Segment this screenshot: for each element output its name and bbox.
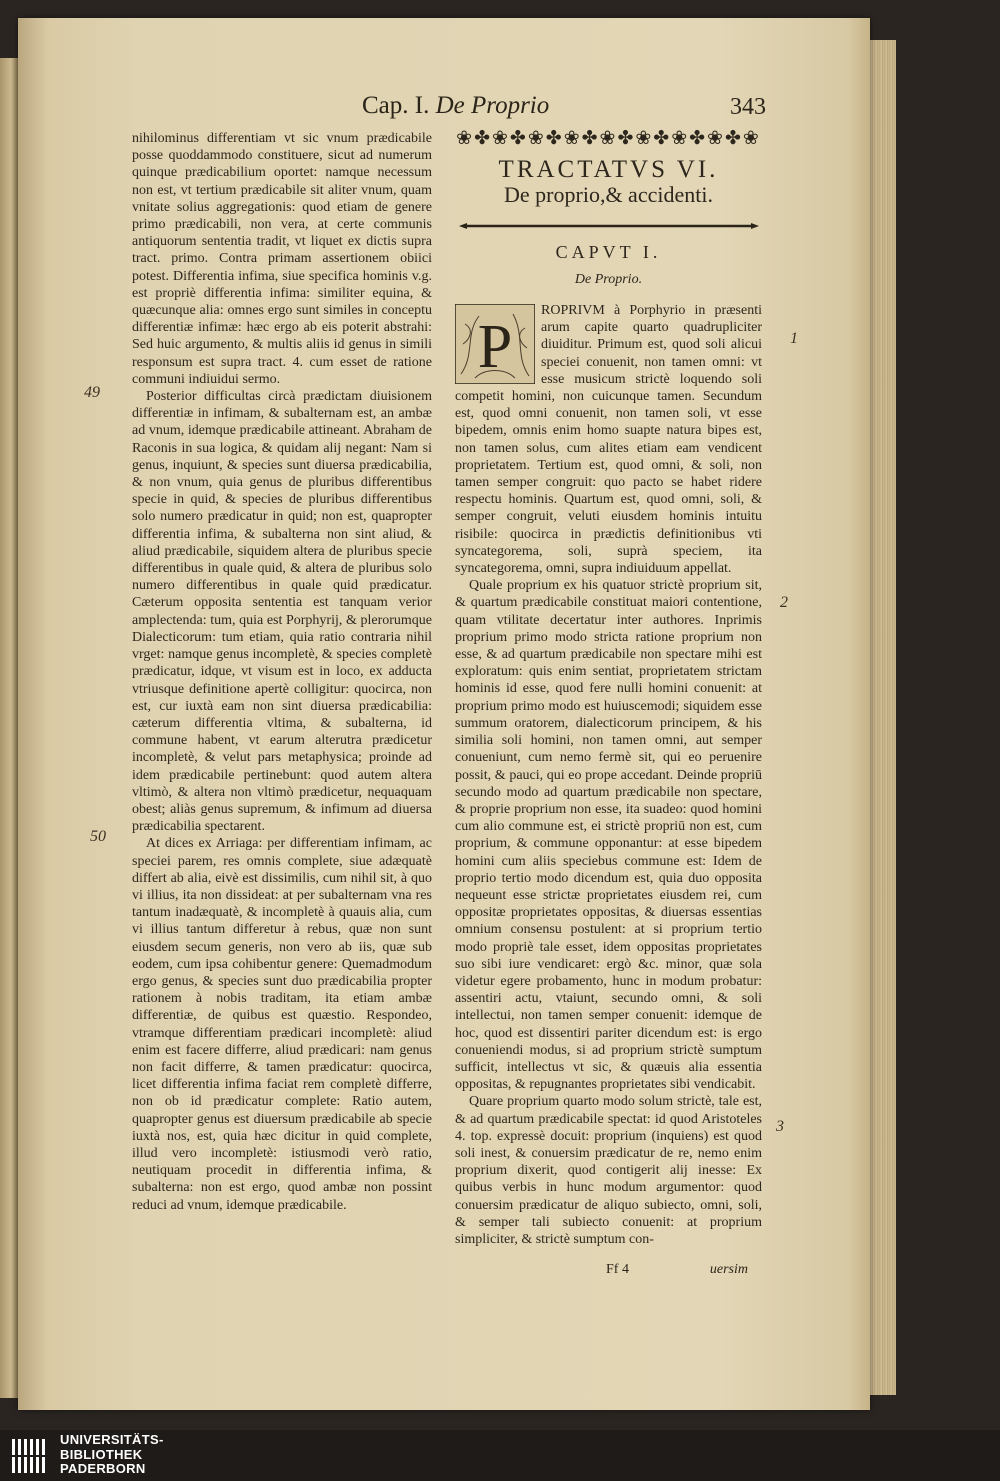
running-title (362, 92, 549, 120)
right-paragraph-3: Quare proprium quarto modo solum strictè, tale est, & ad quartum prædicabile spectat: id quod Aristoteles 4. top. expressè docuit: proprium (inquiens) est quod soli inest, & conuersim prædicatur de re, nemo enim proprium dixerit, quod contigerit alij inesse: Ex quibus verbis in hunc modum argumentor: quod conuersim prædicatur de aliquo subiecto, omni, soli, & semper tali subiecto conuenit: at proprium simpliciter, & strictè sumptum con- (455, 1094, 762, 1247)
running-header (362, 92, 772, 126)
library-footer-bar (0, 1430, 1000, 1481)
library-name (60, 1433, 164, 1477)
library-name-line-1: UNIVERSITÄTS- (60, 1432, 164, 1447)
svg-text:P: P (477, 313, 513, 382)
margin-note-49: 49 (84, 384, 100, 401)
running-title-chapter: Cap. I. (362, 92, 430, 119)
right-paragraph-2: Quale proprium ex his quatuor strictè proprium sit, & quartum prædicabile constituat maiori contentione, quam vtilitate decertatur inter authores. Inprimis proprium primo modo stricta ratione proprium non esse, & ad quartum prædicabile non spectare mihi est exploratum: quis enim sentiat, proprietatem strictam hominis id esse, quod fere nulli homini conuenit: at proprium primo modo est huiuscemodi; siquidem esse summum oratorem, dialecticorum principem, & his similia soli homini, non tamen omni, aut semper conueniunt, cum nemo fermè sit, qui eo peruenire possit, & pauci, qui eo prope accedant. Deinde propriū secundo modo ad quartum prædicabile non spectare, & proprie proprium non esse, ita suadeo: quod homini cum alio commune est, ei strictè propriū non est, cum proprium, & commune opponantur: at esse bipedem homini cum aliis speciebus commune est: Idem de proprio tertio modo dicendum est, quia duo opposita nequeunt esse strictæ proprietates eiusdem rei, cum oppositæ proprietates oppositas, & diuersas essentias omnium consensu postulent: at si proprium tertio modo propriè tale esset, idem oppositas proprietates suo sibi iure vendicaret: ergò &c. minor, quæ sola videtur egere probamento, hunc in modum probatur: assentiri actu, vtaiunt, secundo omni, & soli intellectui, non tamen semper conuenit: idemque de hoc, quod est dissentiri pariter dicendum est: is ergo conueniendi modus, si ad proprium strictè sumptum sufficit, intellectus vt sic, & quæuis alia essentia oppositas, & repugnantes proprietates sibi vendicabit. (455, 578, 762, 1093)
decorative-rule (459, 222, 759, 230)
margin-note-50: 50 (90, 828, 106, 845)
treatise-subtitle: De proprio,& accidenti. (504, 182, 713, 208)
library-name-line-2: BIBLIOTHEK (60, 1446, 143, 1462)
left-paragraph-3: At dices ex Arriaga: per differentiam infimam, ac speciei parem, res omnis complete, siue adæquatè differt ab alia, eivè est dissimilis, cum nihil sit, à quo vi illius, ita non dissideat: at per subalternam vna res tantum inadæquatè, & incompletè à quauis alia, cum vi illius tantum differetur à rebus, quæ non sunt eiusdem secum generis, non vero ab iis, quæ sub eodem, cum ipsa cohibentur genere: Quemadmodum ergo genus, & species sunt duo prædicabilia propter rationem à nobis traditam, ita etiam ambæ differentiæ, de quibus est quæstio. Respondeo, vtramque differentiam prædicari incompletè: aliud enim est facere differre, aliud prædicari: nam genus non facit differre, & tamen prædicatur: quocirca, licet differentia infima faciat rem completè differre, non ob id prædicatur complete: Ratio autem, quapropter genus est diuersum prædicabile ab specie iuxtà nos, est, quia hæc dicitur in quid complete, illud vero incompletè: istiusmodi verò ratio, neutiquam procedit in differentia infima, & subalterna: non est ergo, quod ambæ non possint reduci ad vnum, idemque prædicabile. (132, 836, 432, 1213)
left-paragraph-2: Posterior difficultas circà prædictam diuisionem differentiæ in infimam, & subalternam est, an ambæ ad vnum, idemque prædicabile attineant. Abraham de Raconis in sua logica, & quidam alij negant: Nam si genus, inquiunt, & species sunt diuersa prædicabilia, & non vnum, quia genus de pluribus differentibus specie in quid, & species de pluribus differentibus solo numero prædicatur in quid; non est, quapropter differentia infima, & subalterna non sint aliud, & aliud prædicabile, siquidem altera de pluribus specie differentibus in quale quid, & altera de pluribus solo numero differentibus in quale quid prædicatur. Cæterum opposita sententia est tanquam verior amplectenda: tum, quia est Porphyrij, & plerorumque Dialecticorum: tum etiam, quia ratio contraria nihil vrget: namque genus incompletè, & species completè prædicatur, idque, vt visum est in loco, ex adducta vtriusque definitione apertè colligitur: quocirca, non est, cur iuxtà eam non sint diuersa prædicabilia: cæterum differentia vltima, & subalterna, id commune habent, vt earum alterutra prædicetur incompletè, & velut pars metaphysica; proinde ad idem prædicabile pertinebunt: quod autem altera vltimò, & altera non vltimò prædicetur, nequaquam obest; aliàs genus supremum, & infimum ad diuersa prædicabilia spectarent. (132, 389, 432, 835)
right-column (455, 130, 762, 1248)
book-page-edges (868, 40, 896, 1395)
catchword: uersim (709, 1262, 748, 1277)
running-title-subject: De Proprio (435, 92, 550, 119)
margin-note-1: 1 (790, 330, 798, 347)
left-paragraph-1: nihilominus differentiam vt sic vnum prædicabile posse quoddammodo constituere, sicut ad numerum quinque prædicabilium oportet: namque necessum non est, vt tertium prædicabile sit aliter vnum, quam vnitate solius aggregationis: quod etiam de genere primo prædicabili, non vera, at certe communis antiquorum sententia tradit, vt liquet ex dictis supra tract. primo. Contra primam assertionem obiici potest. Differentia infima, siue specifica hominis v.g. est propriè differentia infima: similiter equina, & quæcunque alia: omnes ergo sunt similes in conceptu differentiæ infimæ: hæc ergo ab eis poterit abstrahi: Sed huic argumento, & multis aliis id genus in simili responsum est supra tract. 4. cum esset de ratione communi indiuidui sermo. (132, 131, 432, 387)
chapter-title: CAPVT I. (555, 241, 662, 262)
decorated-initial-p (455, 304, 535, 384)
ornamental-border: ❀✤❀✤❀✤❀✤❀✤❀✤❀✤❀✤❀ (456, 128, 761, 149)
right-paragraph-1: ROPRIVM à Porphyrio in præsenti arum capite quarto quadrupliciter diuiditur. Primum est, quod soli alicui speciei conuenit, non tamen omni: vt esse musicum strictè loquendo soli competit homini, non cuicunque tamen. Secundum est, quod omni conuenit, non tamen soli, vt esse bipedem, omnis enim homo suapte natura bipes est, non tamen solus, cum alites etiam eam vendicent proprietatem. Tertium est, quod omni, & soli, non tamen semper congruit: quo pacto se habet ridere respectu hominis. Quartum est, quod omni, soli, & semper congruit, veluti eiusdem hominis intuitu risibile: quocirca in prædictis definitionibus vti syncategorema, soli, suprà speciem, ita syncategorema, omni, supra indiuiduum appellat. (455, 303, 762, 577)
chapter-subtitle: De Proprio. (574, 271, 643, 287)
signature-mark: Ff 4 (606, 1262, 629, 1277)
margin-note-3: 3 (776, 1118, 784, 1135)
library-name-line-3: PADERBORN (60, 1461, 146, 1476)
treatise-title: TRACTATVS VI. (498, 156, 719, 184)
library-logo-icon (10, 1436, 52, 1476)
margin-note-2: 2 (780, 594, 788, 611)
facing-page-edge (0, 58, 18, 1398)
page-number: 343 (730, 94, 766, 120)
left-column (132, 130, 432, 1214)
